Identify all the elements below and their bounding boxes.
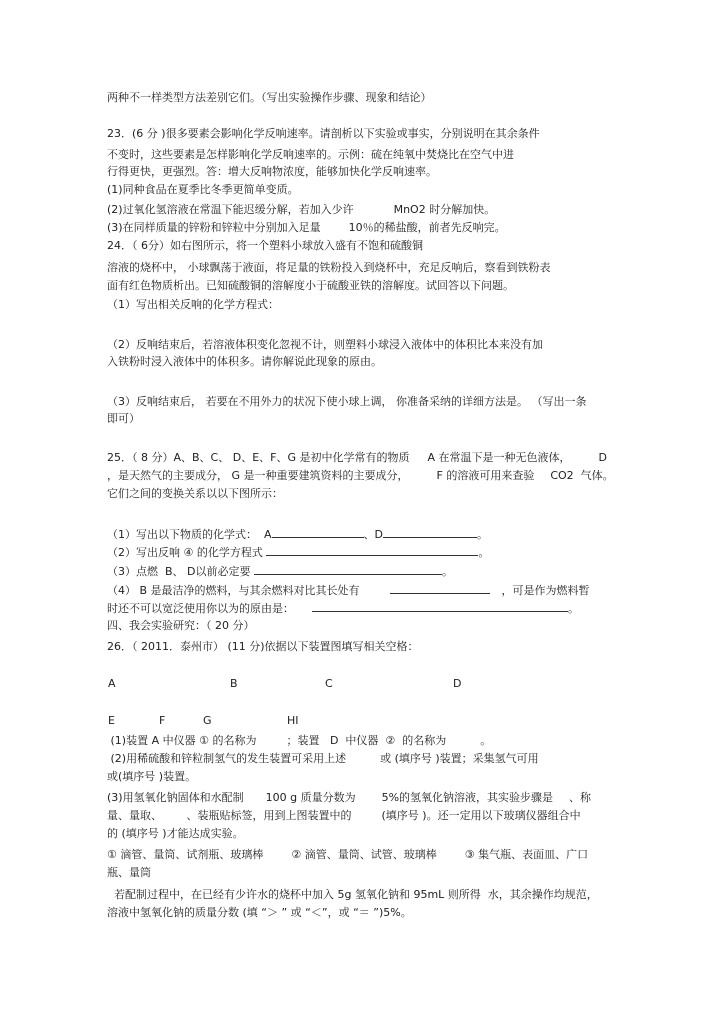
intro-line: 两种不一样类型方法差别它们。（写出实验操作步骤、现象和结论） bbox=[107, 91, 432, 104]
option-2: ② 滴管、量筒、试管、玻璃棒 bbox=[291, 848, 437, 861]
apparatus-label: F bbox=[159, 714, 166, 727]
q26-line: 或(填序号 )装置。 bbox=[107, 770, 197, 783]
text: 或 (填序号 )装置；采集氢气可用 bbox=[380, 752, 539, 765]
option-1: ① 滴管、量筒、试剂瓶、玻璃棒 bbox=[107, 848, 264, 861]
q25-line bbox=[107, 451, 607, 465]
q25-line bbox=[107, 544, 489, 560]
option-3: ③ 集气瓶、表面皿、广口 bbox=[464, 848, 589, 861]
q23-line: 行得更快，更强烈。答：增大反响物浓度，能够加快化学反响速率。 bbox=[107, 165, 437, 178]
answer-blank bbox=[312, 600, 568, 612]
text: CO2 气体。 bbox=[550, 469, 614, 482]
text: 时还不可以宽泛使用你以为的原由是： bbox=[107, 602, 294, 615]
text: D bbox=[598, 451, 608, 464]
text: ，可是作为燃料暂 bbox=[501, 584, 590, 597]
q26-line bbox=[107, 809, 581, 823]
apparatus-label: B bbox=[230, 677, 238, 690]
text: (3)在同样质量的锌粉和锌粒中分别加入足量 bbox=[107, 221, 321, 234]
text: （3）点燃 B、 D以前必定要 bbox=[107, 565, 255, 578]
text: (2)过氧化氢溶液在常温下能迟缓分解，若加入少许 bbox=[107, 203, 354, 216]
apparatus-label: A bbox=[108, 677, 116, 690]
q25-line bbox=[107, 526, 488, 542]
text: 5%的氢氧化钠溶液，其实验步骤是 bbox=[381, 791, 554, 804]
text: 量、量取、 bbox=[107, 809, 157, 822]
apparatus-label: C bbox=[325, 677, 333, 690]
q23-line: 不变时，这些要素是怎样影响化学反响速率的。示例：硫在纯氧中焚烧比在空气中进 bbox=[107, 148, 514, 161]
answer-blank bbox=[272, 526, 364, 538]
text: (2)用稀硫酸和锌粒制氢气的发生装置可采用上述 bbox=[107, 752, 347, 765]
text: 10％的稀盐酸，前者先反响完。 bbox=[348, 221, 506, 234]
text: (3)用氢氧化钠固体和水配制 bbox=[107, 791, 244, 804]
q24-line: 24．（ 6分）如右图所示，将一个塑料小球放入盛有不饱和硫酸铜 bbox=[107, 239, 423, 252]
q24-line: （1）写出相关反响的化学方程式： bbox=[107, 298, 279, 311]
text: (填序号 )。还一定用以下玻璃仪器组合中 bbox=[381, 809, 581, 822]
apparatus-label: E bbox=[108, 714, 115, 727]
text: MnO2 时分解加快。 bbox=[393, 203, 496, 216]
q24-line: 溶液的烧杯中， 小球飘荡于液面，将足量的铁粉投入到烧杯中，充足反响后，察看到铁粉表 bbox=[107, 261, 551, 274]
q25-line bbox=[107, 582, 590, 598]
q23-line bbox=[107, 221, 506, 235]
q26-line bbox=[107, 791, 591, 805]
apparatus-label: HI bbox=[287, 714, 299, 727]
text: 、D bbox=[363, 528, 383, 541]
answer-blank bbox=[254, 563, 442, 575]
apparatus-label: G bbox=[203, 714, 212, 727]
q26-line: 26．（ 2011．泰州市） (11 分)依据以下装置图填写相关空格： bbox=[107, 640, 419, 653]
q23-line bbox=[107, 203, 495, 217]
text: 。 bbox=[478, 546, 490, 559]
answer-blank bbox=[266, 544, 478, 556]
q26-line: 瓶、量筒 bbox=[107, 866, 151, 879]
text: 。 bbox=[568, 602, 579, 615]
q26-options bbox=[107, 848, 588, 862]
text: 。 bbox=[442, 565, 454, 578]
q25-line bbox=[107, 600, 579, 616]
text: 。 bbox=[477, 528, 488, 541]
apparatus-label: D bbox=[453, 677, 462, 690]
text: （4） B 是最洁净的燃料，与其余燃料对比其长处有 bbox=[107, 584, 360, 597]
q26-line: 若配制过程中，在已经有少许水的烧杯中加入 5g 氢氧化钠和 95mL 则所得 水，其余操作均规范， bbox=[107, 888, 598, 901]
text: 、称 bbox=[569, 791, 592, 804]
q26-line bbox=[107, 752, 539, 766]
section-heading: 四、我会实验研究：（ 20 分） bbox=[107, 619, 255, 632]
text: A 在常温下是一种无色液体， bbox=[427, 451, 571, 464]
q23-line: (1)同种食品在夏季比冬季更简单变质。 bbox=[107, 183, 299, 196]
q23-line: 23．(6 分 )很多要素会影响化学反响速率。请剖析以下实验或事实，分别说明在其余条件 bbox=[107, 127, 540, 140]
text: 25．（ 8 分）A、B、C、 D、E、F、G 是初中化学常有的物质 bbox=[107, 451, 410, 464]
text: （2）写出反响 ④ 的化学方程式 bbox=[107, 546, 267, 559]
text: F 的溶液可用来查验 bbox=[436, 469, 535, 482]
answer-blank bbox=[390, 582, 490, 594]
text: ，是天然气的主要成分， G 是一种重要建筑资料的主要成分， bbox=[107, 469, 409, 482]
q26-line bbox=[107, 734, 491, 748]
text: ；装置 D 中仪器 ② 的名称为 bbox=[286, 734, 447, 747]
text: (1)装置 A 中仪器 ① 的名称为 bbox=[107, 734, 257, 747]
q24-line: 入铁粉时浸入液体中的体积多。请你解说此现象的原由。 bbox=[107, 355, 382, 368]
text: 、装瓶贴标签，用到上图装置中的 bbox=[186, 809, 352, 822]
q25-line bbox=[107, 469, 614, 483]
text: 100 g 质量分数为 bbox=[265, 791, 356, 804]
q24-line: （3）反响结束后， 若要在不用外力的状况下使小球上调， 你准备采纳的详细方法是。 （写出一条 bbox=[107, 395, 587, 408]
q24-line: 面有红色物质析出。已知硫酸铜的溶解度小于硫酸亚铁的溶解度。试回答以下问题。 bbox=[107, 279, 514, 292]
q24-line: （2）反响结束后，若溶液体积变化忽视不计，则塑料小球浸入液体中的体积比本来没有加 bbox=[107, 338, 543, 351]
q26-line: 溶液中氢氧化钠的质量分数 (填 “＞ ” 或 “＜”，或 “＝ ”)5%。 bbox=[107, 906, 412, 919]
text: 。 bbox=[480, 734, 492, 747]
q24-line: 即可） bbox=[107, 412, 140, 425]
q26-line: 的 (填序号 )才能达成实验。 bbox=[107, 827, 244, 840]
answer-blank bbox=[383, 526, 477, 538]
q25-line: 它们之间的变换关系以以下图所示： bbox=[107, 487, 283, 500]
q25-line bbox=[107, 563, 453, 579]
text: （1）写出以下物质的化学式： A bbox=[107, 528, 272, 541]
